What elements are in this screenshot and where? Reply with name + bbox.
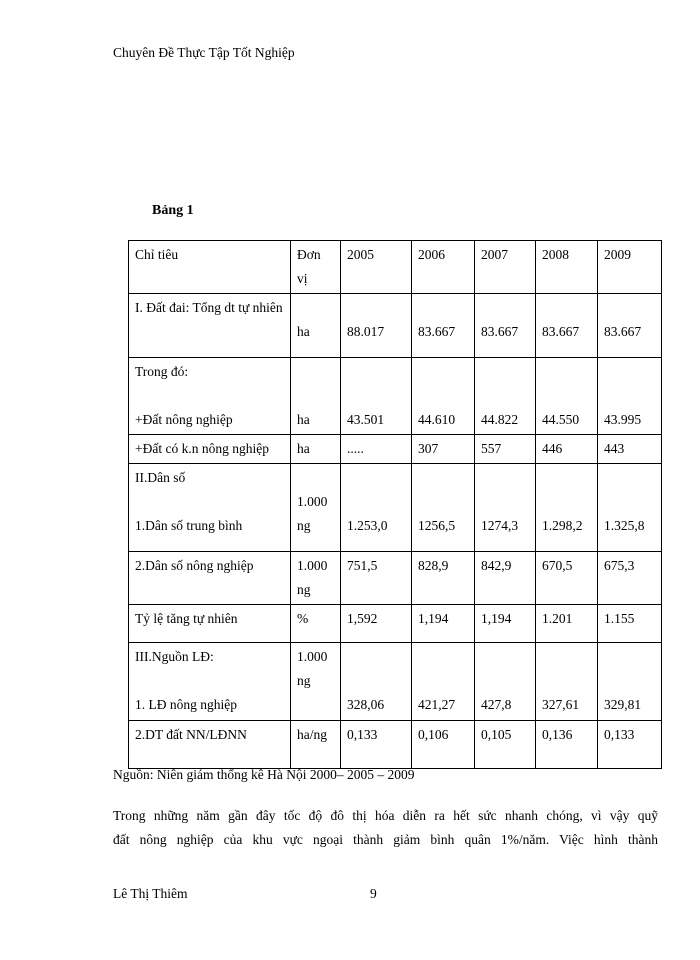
sub-label: 1.Dân số trung bình — [135, 518, 243, 533]
value-cell — [412, 358, 475, 435]
sub-label: 1. LĐ nông nghiệp — [135, 697, 237, 712]
value: 1274,3 — [481, 518, 519, 533]
header-cell: Chỉ tiêu — [129, 241, 291, 294]
value: 83.667 — [604, 324, 642, 339]
value: 43.501 — [347, 412, 385, 427]
paragraph-line: đất nông nghiệp của khu vực ngoại thành giảm bình quân 1%/năm. Việc hình thành — [113, 832, 658, 847]
value: 83.667 — [418, 324, 456, 339]
value-cell — [341, 294, 412, 358]
table-header-row — [129, 241, 662, 294]
header-cell: 2007 — [475, 241, 536, 294]
value-cell: 443 — [598, 435, 662, 464]
table-row — [129, 552, 662, 605]
value-cell: ..... — [341, 435, 412, 464]
header-cell: 2009 — [598, 241, 662, 294]
value: 328,06 — [347, 697, 385, 712]
value-cell: 828,9 — [412, 552, 475, 605]
header-cell: Đơn vị — [291, 241, 341, 294]
value-cell — [341, 643, 412, 721]
value: 44.822 — [481, 412, 519, 427]
value-cell — [598, 464, 662, 552]
value-cell — [341, 464, 412, 552]
value-cell: 0,133 — [598, 721, 662, 769]
row-label: 2.DT đất NN/LĐNN — [129, 721, 291, 769]
unit-cell: 1.000 ng — [291, 552, 341, 605]
value-cell — [412, 464, 475, 552]
statistics-table — [128, 240, 662, 769]
row-label: Tỷ lệ tăng tự nhiên — [129, 605, 291, 643]
paragraph-line: Trong những năm gần đây tốc độ đô thị hóa diễn ra hết sức nhanh chóng, vì vậy quỹ — [113, 808, 658, 823]
row-label — [129, 643, 291, 721]
value: 83.667 — [481, 324, 519, 339]
value-cell — [598, 358, 662, 435]
unit-value: ha — [297, 324, 310, 339]
value-cell — [412, 643, 475, 721]
value: 1256,5 — [418, 518, 456, 533]
row-label — [129, 464, 291, 552]
value-cell — [475, 294, 536, 358]
value-cell: 0,105 — [475, 721, 536, 769]
value-cell: 1.201 — [536, 605, 598, 643]
source-note: Nguồn: Niên giám thống kê Hà Nội 2000– 2005 – 2009 — [113, 767, 415, 782]
value: 1.298,2 — [542, 518, 583, 533]
value-cell: 446 — [536, 435, 598, 464]
value: 327,61 — [542, 697, 580, 712]
value: 421,27 — [418, 697, 456, 712]
row-label — [129, 358, 291, 435]
value-cell — [475, 643, 536, 721]
value: 427,8 — [481, 697, 512, 712]
unit-cell — [291, 358, 341, 435]
value-cell: 557 — [475, 435, 536, 464]
value-cell — [341, 358, 412, 435]
table-row — [129, 605, 662, 643]
value-cell — [536, 294, 598, 358]
body-paragraph — [113, 804, 658, 852]
page-header: Chuyên Đề Thực Tập Tốt Nghiệp — [113, 45, 295, 60]
group-label: II.Dân số — [135, 470, 186, 485]
group-label: Trong đó: — [135, 364, 189, 379]
value-cell: 0,136 — [536, 721, 598, 769]
unit-value: 1.000 ng — [297, 494, 328, 533]
table-row — [129, 721, 662, 769]
value-cell: 1,194 — [412, 605, 475, 643]
table-row — [129, 435, 662, 464]
value-cell — [598, 643, 662, 721]
unit-value: ha — [297, 412, 310, 427]
value: 44.550 — [542, 412, 580, 427]
header-cell: 2008 — [536, 241, 598, 294]
unit-cell: 1.000 ng — [291, 643, 341, 721]
value-cell — [536, 358, 598, 435]
header-cell: 2006 — [412, 241, 475, 294]
value-cell: 751,5 — [341, 552, 412, 605]
unit-cell: ha — [291, 435, 341, 464]
table-row — [129, 464, 662, 552]
group-label: III.Nguồn LĐ: — [135, 649, 214, 664]
value-cell: 842,9 — [475, 552, 536, 605]
value-cell: 675,3 — [598, 552, 662, 605]
value: 83.667 — [542, 324, 580, 339]
unit-cell: % — [291, 605, 341, 643]
unit-cell: ha/ng — [291, 721, 341, 769]
footer-author: Lê Thị Thiêm — [113, 886, 188, 901]
value-cell — [475, 464, 536, 552]
value-cell: 0,133 — [341, 721, 412, 769]
value-cell — [536, 643, 598, 721]
value-cell — [536, 464, 598, 552]
sub-label: +Đất nông nghiệp — [135, 412, 233, 427]
value-cell: 670,5 — [536, 552, 598, 605]
value-cell — [475, 358, 536, 435]
page-number: 9 — [370, 886, 377, 901]
unit-cell — [291, 294, 341, 358]
unit-cell — [291, 464, 341, 552]
table-caption: Bảng 1 — [152, 203, 194, 218]
value: 44.610 — [418, 412, 456, 427]
table-row — [129, 643, 662, 721]
value-cell: 1,592 — [341, 605, 412, 643]
value: 329,81 — [604, 697, 642, 712]
table-row — [129, 358, 662, 435]
value: 1.325,8 — [604, 518, 645, 533]
value-cell — [598, 294, 662, 358]
value-cell: 1,194 — [475, 605, 536, 643]
value: 43.995 — [604, 412, 642, 427]
row-label: +Đất có k.n nông nghiệp — [129, 435, 291, 464]
value-cell: 0,106 — [412, 721, 475, 769]
header-cell: 2005 — [341, 241, 412, 294]
value-cell — [412, 294, 475, 358]
value-cell: 1.155 — [598, 605, 662, 643]
value: 1.253,0 — [347, 518, 388, 533]
row-label: 2.Dân số nông nghiệp — [129, 552, 291, 605]
row-label: I. Đất đai: Tổng dt tự nhiên — [129, 294, 291, 358]
value-cell: 307 — [412, 435, 475, 464]
value: 88.017 — [347, 324, 385, 339]
table-row — [129, 294, 662, 358]
